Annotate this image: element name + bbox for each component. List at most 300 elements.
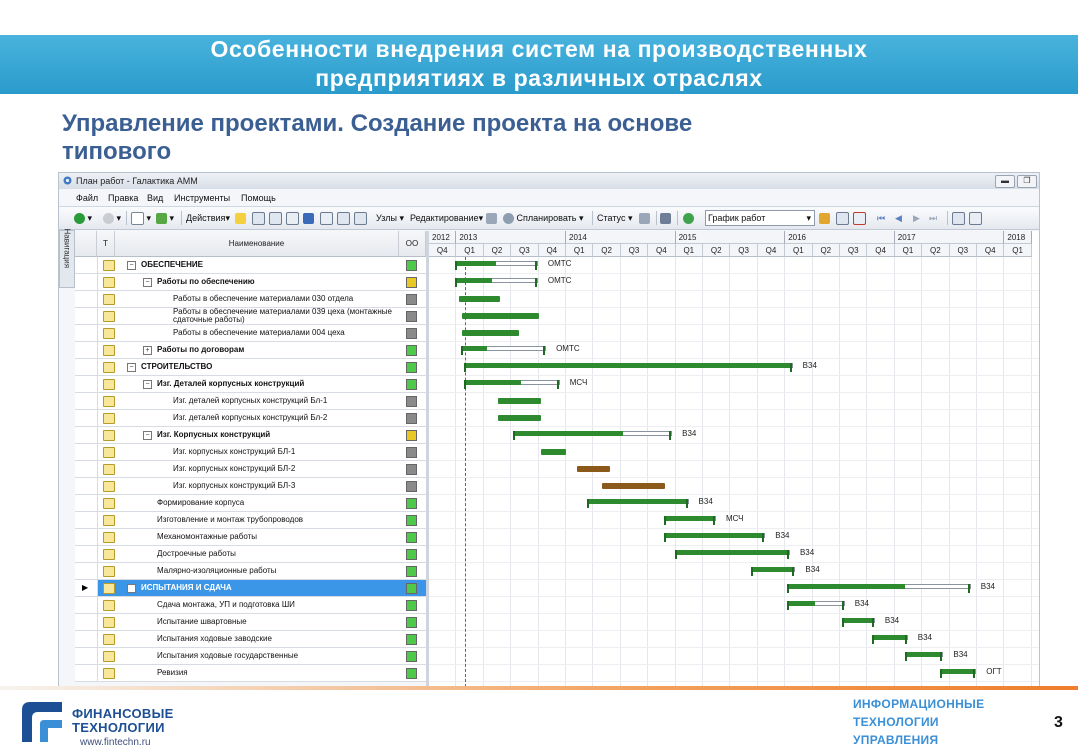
- clipboard-button[interactable]: [952, 207, 965, 229]
- row-marker: [75, 631, 98, 647]
- grid-line: [921, 257, 922, 687]
- gantt-bar[interactable]: [514, 427, 670, 444]
- task-row[interactable]: [75, 359, 426, 376]
- quarter-label: Q3: [840, 244, 867, 257]
- expand-icon[interactable]: +: [143, 346, 152, 355]
- chain-button[interactable]: [486, 207, 497, 229]
- task-row[interactable]: [75, 529, 426, 546]
- status-indicator: [406, 600, 417, 611]
- summary-bar-progress: [788, 584, 906, 589]
- summary-bar-end: [872, 618, 874, 627]
- close-doc-button[interactable]: [969, 207, 982, 229]
- task-row[interactable]: [75, 257, 426, 274]
- grid-line: [784, 257, 785, 687]
- bar-label: ОМТС: [547, 276, 572, 285]
- clipboard-icon: [952, 212, 965, 225]
- gantt-bar[interactable]: [602, 478, 665, 495]
- app-gear-icon: [62, 175, 73, 186]
- collapse-icon[interactable]: −: [143, 380, 152, 389]
- summary-bar-end: [968, 584, 970, 593]
- gantt-bar[interactable]: [752, 563, 793, 580]
- task-bar: [577, 466, 610, 472]
- menu-edit[interactable]: Правка: [108, 193, 139, 203]
- summary-bar-end: [973, 669, 975, 678]
- task-row[interactable]: [75, 325, 426, 342]
- collapse-icon[interactable]: −: [127, 261, 136, 270]
- tagline-line2: ТЕХНОЛОГИИ: [853, 715, 939, 729]
- chain-link-icon: [486, 213, 497, 224]
- slide-subtitle-line1: Управление проектами. Создание проекта на основе: [62, 110, 693, 137]
- row-grid-line: [429, 477, 1039, 478]
- gantt-bar[interactable]: [665, 512, 714, 529]
- summary-bar-end: [535, 261, 537, 270]
- menu-view[interactable]: Вид: [147, 193, 164, 203]
- task-type-icon: [103, 379, 115, 390]
- export-button[interactable]: [836, 207, 849, 229]
- task-name: Работы по обеспечению: [157, 277, 255, 286]
- restore-button[interactable]: ❐: [1017, 175, 1037, 188]
- status-label: Статус: [597, 213, 626, 223]
- bar-label: В34: [953, 650, 968, 659]
- summary-bar-progress: [941, 669, 974, 674]
- outline-icon: [320, 212, 333, 225]
- columns-button[interactable]: [354, 207, 367, 229]
- new-document-button[interactable]: ▾: [131, 207, 151, 229]
- task-row[interactable]: [75, 546, 426, 563]
- actions-label: Действия: [186, 213, 226, 223]
- hierarchy-button[interactable]: ▾: [156, 207, 174, 229]
- task-row[interactable]: [75, 444, 426, 461]
- menu-help[interactable]: Помощь: [241, 193, 276, 203]
- summary-bar-progress: [456, 261, 496, 266]
- task-row[interactable]: [75, 291, 426, 308]
- t-column-header[interactable]: Т: [97, 231, 115, 257]
- minimize-button[interactable]: ▬: [995, 175, 1015, 188]
- row-marker: [75, 359, 98, 375]
- bar-label: ОМТС: [547, 259, 572, 268]
- columns-icon: [354, 212, 367, 225]
- task-name: Сдача монтажа, УП и подготовка ШИ: [157, 600, 295, 609]
- task-row[interactable]: [75, 597, 426, 614]
- task-name: Изг. корпусных конструкций БЛ-3: [173, 481, 296, 490]
- chart-button[interactable]: [819, 207, 830, 229]
- task-type-icon: [103, 651, 115, 662]
- row-grid-line: [429, 511, 1039, 512]
- bar-label: В34: [884, 616, 900, 625]
- task-name: Испытания ходовые государственные: [157, 651, 299, 660]
- gantt-bar[interactable]: [462, 308, 539, 325]
- task-row[interactable]: [75, 393, 426, 410]
- window-titlebar: [59, 173, 1039, 189]
- forward-button[interactable]: ▾: [103, 207, 121, 229]
- quarter-label: Q1: [676, 244, 703, 257]
- task-row[interactable]: [75, 274, 426, 291]
- grid-line: [1003, 257, 1004, 687]
- document-icon: [131, 212, 144, 225]
- summary-bar-progress: [873, 635, 906, 640]
- row-marker: [75, 291, 98, 307]
- close-icon: [969, 212, 982, 225]
- toolbar-separator: [126, 211, 127, 225]
- task-row[interactable]: [75, 580, 426, 597]
- toolbar-separator: [592, 211, 593, 225]
- summary-bar-progress: [514, 431, 623, 436]
- task-type-icon: [103, 430, 115, 441]
- summary-bar-end: [940, 652, 942, 661]
- summary-bar-progress: [665, 516, 714, 521]
- grid-line: [839, 257, 840, 687]
- gantt-bar[interactable]: [577, 461, 610, 478]
- task-row[interactable]: [75, 427, 426, 444]
- menu-file[interactable]: Файл: [76, 193, 99, 203]
- task-name: Работы в обеспечение материалами 030 отдела: [173, 294, 354, 303]
- link-icon: [286, 212, 299, 225]
- toolbar-separator: [656, 211, 657, 225]
- summary-bar-end: [792, 567, 794, 576]
- task-name: Испытания ходовые заводские: [157, 634, 272, 643]
- status-indicator: [406, 294, 417, 305]
- menu-tools[interactable]: Инструменты: [174, 193, 231, 203]
- summary-bar-progress: [788, 601, 815, 606]
- task-bar: [459, 296, 500, 302]
- status-indicator: [406, 549, 417, 560]
- gantt-bar[interactable]: [498, 393, 542, 410]
- quarter-label: Q1: [456, 244, 483, 257]
- task-row[interactable]: [75, 631, 426, 648]
- task-row[interactable]: [75, 563, 426, 580]
- gantt-bar[interactable]: [456, 257, 535, 274]
- task-row[interactable]: [75, 648, 426, 665]
- last-button[interactable]: [929, 207, 937, 229]
- prev-button[interactable]: [895, 207, 902, 229]
- tagline-line1: ИНФОРМАЦИОННЫЕ: [853, 697, 985, 711]
- bar-label: В34: [805, 565, 820, 574]
- bar-label: В34: [980, 582, 995, 591]
- grid-line: [675, 257, 676, 687]
- grid-line: [1031, 257, 1032, 687]
- summary-bar-end: [905, 652, 907, 661]
- summary-bar-end: [543, 346, 545, 355]
- quarter-label: Q3: [621, 244, 648, 257]
- status-indicator: [406, 617, 417, 628]
- task-row[interactable]: [75, 665, 426, 682]
- task-grid: [59, 257, 429, 687]
- summary-bar-end: [464, 380, 466, 389]
- row-marker: [75, 410, 98, 426]
- task-row[interactable]: [75, 614, 426, 631]
- summary-bar-end: [664, 533, 666, 542]
- task-type-icon: [103, 464, 115, 475]
- summary-bar-progress: [462, 346, 487, 351]
- row-marker: [75, 427, 98, 443]
- gantt-bar[interactable]: [462, 325, 520, 342]
- summary-bar-progress: [752, 567, 793, 572]
- summary-bar-progress: [843, 618, 873, 623]
- company-logo-icon: [18, 698, 66, 744]
- first-icon: ⏮: [877, 213, 886, 223]
- task-name: Изг. деталей корпусных конструкций Бл-1: [173, 396, 328, 405]
- slide-subtitle-line2: типового: [62, 138, 172, 165]
- export-icon: [836, 212, 849, 225]
- gantt-bar[interactable]: [541, 444, 566, 461]
- toolbar-separator: [181, 211, 182, 225]
- summary-bar-end: [669, 431, 671, 440]
- row-grid-line: [429, 613, 1039, 614]
- status-indicator: [406, 464, 417, 475]
- grid-line: [647, 257, 648, 687]
- link-button[interactable]: [286, 207, 299, 229]
- nodes-label: Узлы: [376, 213, 397, 223]
- row-marker: [75, 342, 98, 358]
- task-row[interactable]: [75, 512, 426, 529]
- row-marker: [75, 563, 98, 579]
- editing-button[interactable]: Редактирование▾: [410, 213, 484, 223]
- table-button[interactable]: [269, 207, 282, 229]
- collapse-icon[interactable]: −: [143, 431, 152, 440]
- status-indicator: [406, 634, 417, 645]
- outline-button[interactable]: [320, 207, 333, 229]
- view-combo-value: График работ: [708, 213, 766, 223]
- row-grid-line: [429, 647, 1039, 648]
- plan-label: Спланировать: [516, 213, 577, 223]
- bar-label: В34: [799, 548, 815, 557]
- lightbulb-icon: [235, 213, 246, 224]
- grid-line: [702, 257, 703, 687]
- status-indicator: [406, 413, 417, 424]
- task-name: [173, 308, 433, 324]
- app-window: [58, 172, 1040, 688]
- first-button[interactable]: [877, 207, 885, 229]
- gantt-bar[interactable]: [462, 342, 544, 359]
- refresh-button[interactable]: [683, 207, 694, 229]
- task-bar: [462, 313, 539, 319]
- gantt-body: [429, 231, 1039, 687]
- row-marker: [75, 257, 98, 273]
- view-combo[interactable]: [705, 210, 815, 226]
- oo-column-header[interactable]: ОО: [399, 231, 426, 257]
- green-circle-arrow-icon: [74, 213, 85, 224]
- task-type-icon: [103, 481, 115, 492]
- task-name: Достроечные работы: [157, 549, 236, 558]
- task-name: Изг. деталей корпусных конструкций Бл-2: [173, 413, 328, 422]
- status-indicator: [406, 668, 417, 679]
- task-row[interactable]: [75, 376, 426, 393]
- row-marker: [75, 546, 98, 562]
- task-type-icon: [103, 566, 115, 577]
- toolbar-separator: [677, 211, 678, 225]
- summary-bar-end: [905, 635, 907, 644]
- gantt-bar[interactable]: [788, 597, 843, 614]
- bar-label: В34: [802, 361, 817, 370]
- gantt-bar[interactable]: [788, 580, 969, 597]
- logo-text-line1: ФИНАНСОВЫЕ: [72, 706, 174, 721]
- task-type-icon: [103, 515, 115, 526]
- quarter-label: Q2: [922, 244, 949, 257]
- year-label: 2017: [895, 231, 1005, 244]
- task-type-icon: [103, 328, 115, 339]
- status-indicator: [406, 277, 417, 288]
- row-marker: [75, 495, 98, 511]
- status-button[interactable]: Статус ▾: [597, 213, 633, 223]
- status-indicator: [406, 379, 417, 390]
- gantt-bar[interactable]: [906, 648, 942, 665]
- grid-line: [757, 257, 758, 687]
- grid-line: [455, 257, 456, 687]
- summary-bar-end: [461, 346, 463, 355]
- row-marker: [75, 444, 98, 460]
- plan-button[interactable]: Спланировать ▾: [503, 207, 583, 229]
- gantt-bar[interactable]: [941, 665, 974, 682]
- slide-title-line1: Особенности внедрения систем на производственных: [210, 36, 868, 62]
- row-marker: [75, 376, 98, 392]
- row-marker: ▶: [75, 580, 98, 596]
- row-grid-line: [429, 630, 1039, 631]
- quarter-label: Q4: [539, 244, 566, 257]
- slide-title-line2: предприятиях в различных отраслях: [315, 65, 763, 91]
- summary-bar-end: [787, 601, 789, 610]
- summary-bar-end: [842, 601, 844, 610]
- gantt-bar[interactable]: [588, 495, 687, 512]
- hierarchy-icon: [156, 213, 167, 224]
- bar-chart-icon: [819, 213, 830, 224]
- row-grid-line: [429, 494, 1039, 495]
- gantt-bar[interactable]: [459, 291, 500, 308]
- indent-icon: [303, 213, 314, 224]
- gantt-bar[interactable]: [676, 546, 788, 563]
- page-number: 3: [1054, 714, 1063, 731]
- task-bar: [498, 398, 542, 404]
- task-type-icon: [103, 617, 115, 628]
- status-indicator: [406, 260, 417, 271]
- row-marker: [75, 393, 98, 409]
- quarter-label: Q2: [703, 244, 730, 257]
- status-indicator: [406, 396, 417, 407]
- year-label: 2013: [456, 231, 566, 244]
- status-indicator: [406, 362, 417, 373]
- editing-label: Редактирование: [410, 213, 479, 223]
- quarter-label: Q1: [785, 244, 812, 257]
- row-marker: [75, 325, 98, 341]
- gantt-bar[interactable]: [665, 529, 764, 546]
- grid-line: [812, 257, 813, 687]
- task-type-icon: [103, 260, 115, 271]
- summary-bar-progress: [465, 380, 521, 385]
- task-type-icon: [103, 277, 115, 288]
- task-name: Изготовление и монтаж трубопроводов: [157, 515, 304, 524]
- collapse-icon[interactable]: −: [127, 363, 136, 372]
- summary-bar-progress: [456, 278, 492, 283]
- quarter-label: Q3: [511, 244, 538, 257]
- back-button[interactable]: ▾: [74, 207, 92, 229]
- status-indicator: [406, 566, 417, 577]
- delete-button[interactable]: [853, 207, 866, 229]
- grid-line: [976, 257, 977, 687]
- quarter-label: Q2: [484, 244, 511, 257]
- row-marker-header: [75, 231, 97, 257]
- task-name: СТРОИТЕЛЬСТВО: [141, 362, 213, 371]
- task-name: Ревизия: [157, 668, 188, 677]
- lightbulb-button[interactable]: [235, 207, 246, 229]
- calendar-button[interactable]: [337, 207, 350, 229]
- next-button[interactable]: [913, 207, 920, 229]
- summary-bar-end: [455, 278, 457, 287]
- grid-button[interactable]: [252, 207, 265, 229]
- task-name: Изг. Деталей корпусных конструкций: [157, 379, 305, 388]
- toolbar: [59, 206, 1039, 230]
- year-label: 2016: [785, 231, 895, 244]
- print-preview-button[interactable]: [660, 207, 671, 229]
- gantt-bar[interactable]: [465, 359, 791, 376]
- summary-bar-progress: [465, 363, 791, 368]
- task-type-icon: [103, 583, 115, 594]
- row-marker: [75, 614, 98, 630]
- gantt-bar[interactable]: [465, 376, 558, 393]
- gantt-bar[interactable]: [498, 410, 542, 427]
- task-row[interactable]: [75, 342, 426, 359]
- quarter-label: Q4: [867, 244, 894, 257]
- logo-text-line2: ТЕХНОЛОГИИ: [72, 720, 165, 735]
- row-marker: [75, 597, 98, 613]
- task-name: ИСПЫТАНИЯ И СДАЧА: [141, 583, 232, 592]
- name-column-header[interactable]: Наименование: [115, 231, 399, 257]
- summary-bar-end: [464, 363, 466, 372]
- window-title: План работ - Галактика AMM: [76, 176, 198, 186]
- task-row[interactable]: [75, 308, 426, 325]
- row-marker: [75, 529, 98, 545]
- slide-title: [0, 35, 1078, 93]
- gear-icon: [503, 213, 514, 224]
- summary-bar-progress: [665, 533, 764, 538]
- task-row[interactable]: [75, 495, 426, 512]
- gantt-bar[interactable]: [843, 614, 873, 631]
- collapse-icon[interactable]: −: [127, 584, 136, 593]
- summary-bar-end: [842, 618, 844, 627]
- gantt-bar[interactable]: [873, 631, 906, 648]
- grid-line: [565, 257, 566, 687]
- printer-button[interactable]: [639, 207, 650, 229]
- status-indicator: [406, 430, 417, 441]
- gantt-bar[interactable]: [456, 274, 535, 291]
- status-indicator: [406, 447, 417, 458]
- summary-bar-progress: [588, 499, 687, 504]
- menu-bar: [59, 190, 1039, 206]
- task-type-icon: [103, 668, 115, 679]
- collapse-icon[interactable]: −: [143, 278, 152, 287]
- task-type-icon: [103, 345, 115, 356]
- actions-button[interactable]: Действия▾: [186, 213, 230, 223]
- task-name: ОБЕСПЕЧЕНИЕ: [141, 260, 203, 269]
- indent-button[interactable]: [303, 207, 314, 229]
- grid-line: [949, 257, 950, 687]
- status-indicator: [406, 498, 417, 509]
- quarter-label: Q1: [1004, 244, 1031, 257]
- task-type-icon: [103, 532, 115, 543]
- gantt-chart: [429, 231, 1039, 687]
- task-row[interactable]: [75, 461, 426, 478]
- summary-bar-end: [762, 533, 764, 542]
- task-row[interactable]: [75, 410, 426, 427]
- printer-icon: [639, 213, 650, 224]
- tagline-line3: УПРАВЛЕНИЯ: [853, 733, 939, 747]
- summary-bar-end: [455, 261, 457, 270]
- grid-icon: [252, 212, 265, 225]
- toolbar-separator: [947, 211, 948, 225]
- summary-bar-end: [664, 516, 666, 525]
- nodes-button[interactable]: Узлы ▾: [376, 213, 404, 223]
- task-row[interactable]: [75, 478, 426, 495]
- slide-subtitle: [62, 110, 922, 166]
- task-type-icon: [103, 413, 115, 424]
